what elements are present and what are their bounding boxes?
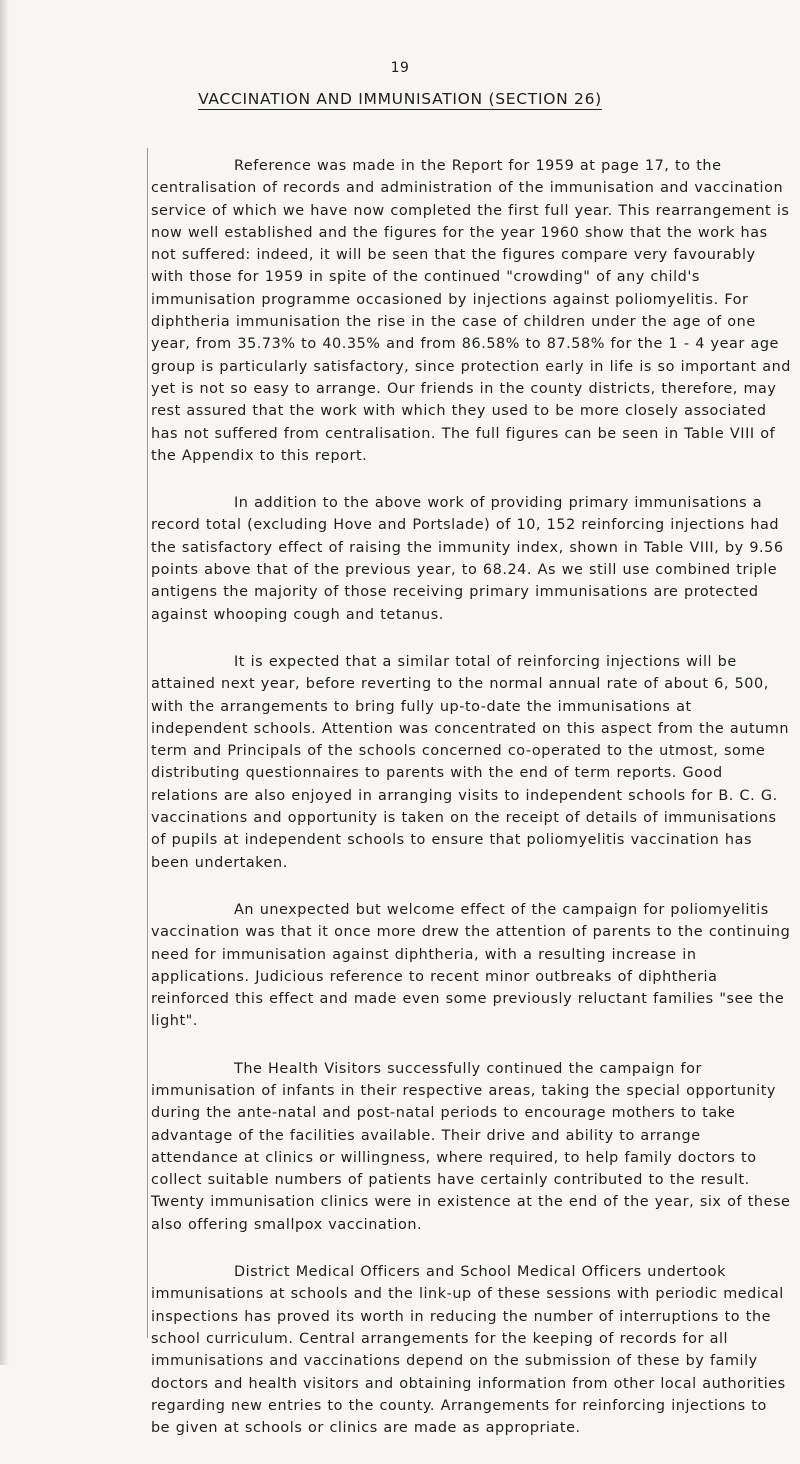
binding-margin-line (147, 148, 148, 1338)
paragraph-centralisation: Reference was made in the Report for 1959 at page 17, to the centralisation of records and administration of the immunisation and vaccination service of which we have now completed the first full year. This rearrangement is now well established and the figures for the year 1960 show that the work has not suffered: indeed, it will be seen that the figures compare very favourably with those for 1959 in spite of the continued "crowding" of any child's immunisation programme occasioned by injections against poliomyelitis. For diphtheria immunisation the rise in the case of children under the age of one year, from 35.73% to 40.35% and from 86.58% to 87.58% for the 1 - 4 year age group is particularly satisfactory, since protection early in life is so important and yet is not so easy to arrange. Our friends in the county districts, therefore, may rest assured that the work with which they used to be more closely associated has not suffered from centralisation. The full figures can be seen in Table VIII of the Appendix to this report. (151, 158, 791, 464)
scan-edge-shadow (0, 0, 9, 1365)
section-title-text: VACCINATION AND IMMUNISATION (SECTION 26) (198, 90, 602, 108)
paragraph-health-visitors: The Health Visitors successfully continued the campaign for immunisation of infants in their respective areas, taking the special opportunity during the ante-natal and post-natal periods to encourage mothers to take advantage of the facilities available. Their drive and ability to arrange attendance at clinics or willingness, where required, to help family doctors to collect suitable numbers of patients have certainly contributed to the result. Twenty immunisation clinics were in existence at the end of the year, six of these also offering smallpox vaccination. (151, 1060, 791, 1233)
paragraph-medical-officers: District Medical Officers and School Medical Officers undertook immunisations at schools and the link-up of these sessions with periodic medical inspections has proved its worth in reducing the number of interruptions to the school curriculum. Central arrangements for the keeping of records for all immunisations and vaccinations depend on the submission of these by family doctors and health visitors and obtaining information from other local authorities regarding new entries to the county. Arrangements for reinforcing injections to be given at schools or clinics are made as appropriate. (151, 1264, 786, 1437)
body-text (151, 155, 791, 1464)
paragraph-independent-schools: It is expected that a similar total of reinforcing injections will be attained next year, before reverting to the normal annual rate of about 6, 500, with the arrangements to bring fully up-to-date the immunisations at independent schools. Attention was concentrated on this aspect from the autumn term and Principals of the schools concerned co-operated to the utmost, some distributing questionnaires to parents with the end of term reports. Good relations are also enjoyed in arranging visits to independent schools for B. C. G. vaccinations and opportunity is taken on the receipt of details of immunisations of pupils at independent schools to ensure that poliomyelitis vaccination has been undertaken. (151, 653, 790, 871)
paragraph-reinforcing-injections: In addition to the above work of providing primary immunisations a record total (excluding Hove and Portslade) of 10, 152 reinforcing injections had the satisfactory effect of raising the immunity index, shown in Table VIII, by 9.56 points above that of the previous year, to 68.24. As we still use combined triple antigens the majority of those receiving primary immunisations are protected against whooping cough and tetanus. (151, 495, 784, 623)
section-title (0, 90, 800, 108)
paragraph-poliomyelitis-campaign: An unexpected but welcome effect of the campaign for poliomyelitis vaccination was that it once more drew the attention of parents to the continuing need for immunisation against diphtheria, with a resulting increase in applications. Judicious reference to recent minor outbreaks of diphtheria reinforced this effect and made even some previously reluctant families "see the light". (151, 901, 791, 1030)
page-number: 19 (390, 60, 410, 76)
